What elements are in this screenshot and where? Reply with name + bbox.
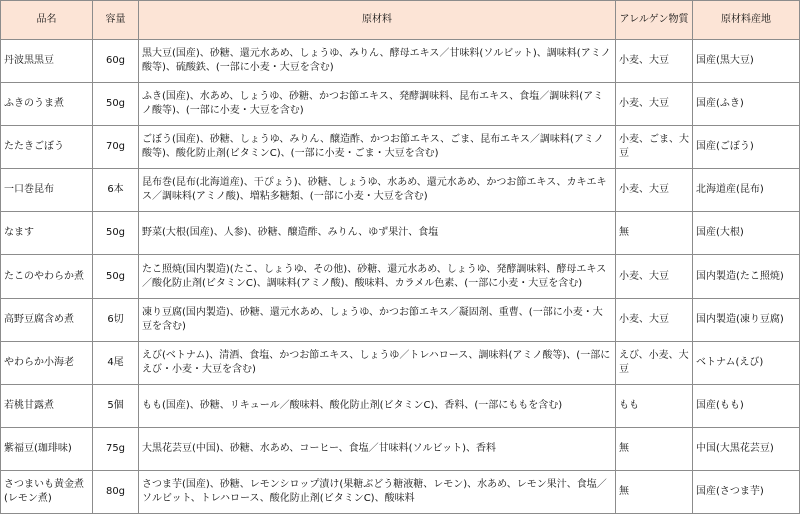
product-name: やわらか小海老: [1, 342, 93, 385]
header-name: 品名: [1, 1, 93, 40]
allergens: 小麦、大豆: [616, 83, 693, 126]
allergens: 小麦、ごま、大豆: [616, 126, 693, 169]
header-row: [1, 1, 800, 40]
origin: ベトナム(えび): [693, 342, 800, 385]
capacity: 70g: [93, 126, 139, 169]
table-row: [1, 126, 800, 169]
product-name: さつまいも黄金煮(レモン煮): [1, 471, 93, 514]
table-row: [1, 385, 800, 428]
table-row: [1, 40, 800, 83]
origin: 国産(黒大豆): [693, 40, 800, 83]
ingredients: 大黒花芸豆(中国)、砂糖、水あめ、コーヒー、食塩／甘味料(ソルビット)、香料: [139, 428, 616, 471]
origin: 国内製造(たこ照焼): [693, 255, 800, 299]
table-row: [1, 83, 800, 126]
capacity: 60g: [93, 40, 139, 83]
origin: 国産(ふき): [693, 83, 800, 126]
product-name: なます: [1, 212, 93, 255]
table-row: [1, 299, 800, 342]
origin: 国産(大根): [693, 212, 800, 255]
ingredients: えび(ベトナム)、清酒、食塩、かつお節エキス、しょうゆ／トレハロース、調味料(アミノ酸等)、(一部にえび・小麦・大豆を含む): [139, 342, 616, 385]
origin: 国産(ごぼう): [693, 126, 800, 169]
capacity: 75g: [93, 428, 139, 471]
table-row: [1, 342, 800, 385]
table-row: [1, 471, 800, 514]
allergens: 小麦、大豆: [616, 40, 693, 83]
ingredients: 昆布巻(昆布(北海道産)、干ぴょう)、砂糖、しょうゆ、水あめ、還元水あめ、かつお節エキス、カキエキス／調味料(アミノ酸)、増粘多糖類、(一部に小麦・大豆を含む): [139, 169, 616, 212]
capacity: 6切: [93, 299, 139, 342]
ingredients: さつま芋(国産)、砂糖、レモンシロップ漬け(果糖ぶどう糖液糖、レモン)、水あめ、レモン果汁、食塩／ソルビット、トレハロース、酸化防止剤(ビタミンC)、酸味料: [139, 471, 616, 514]
table-row: [1, 255, 800, 299]
origin: 国内製造(凍り豆腐): [693, 299, 800, 342]
allergens: もも: [616, 385, 693, 428]
product-name: 丹波黒黒豆: [1, 40, 93, 83]
product-name: 紫福豆(珈琲味): [1, 428, 93, 471]
capacity: 80g: [93, 471, 139, 514]
header-ingredients: 原材料: [139, 1, 616, 40]
allergens: 小麦、大豆: [616, 299, 693, 342]
ingredients: 黒大豆(国産)、砂糖、還元水あめ、しょうゆ、みりん、酵母エキス／甘味料(ソルビット)、調味料(アミノ酸等)、硫酸鉄、(一部に小麦・大豆を含む): [139, 40, 616, 83]
header-origin: 原材料産地: [693, 1, 800, 40]
capacity: 4尾: [93, 342, 139, 385]
product-name: ふきのうま煮: [1, 83, 93, 126]
capacity: 50g: [93, 212, 139, 255]
allergens: 無: [616, 471, 693, 514]
table-row: [1, 428, 800, 471]
header-allergens: アレルゲン物質: [616, 1, 693, 40]
header-capacity: 容量: [93, 1, 139, 40]
origin: 国産(もも): [693, 385, 800, 428]
ingredients: もも(国産)、砂糖、リキュール／酸味料、酸化防止剤(ビタミンC)、香料、(一部にももを含む): [139, 385, 616, 428]
product-name: たたきごぼう: [1, 126, 93, 169]
product-name: 若桃甘露煮: [1, 385, 93, 428]
allergens: 小麦、大豆: [616, 169, 693, 212]
allergens: えび、小麦、大豆: [616, 342, 693, 385]
product-name: 一口巻昆布: [1, 169, 93, 212]
product-name: 高野豆腐含め煮: [1, 299, 93, 342]
origin: 国産(さつま芋): [693, 471, 800, 514]
capacity: 6本: [93, 169, 139, 212]
ingredients: 野菜(大根(国産)、人参)、砂糖、醸造酢、みりん、ゆず果汁、食塩: [139, 212, 616, 255]
table-row: [1, 169, 800, 212]
allergens: 無: [616, 428, 693, 471]
ingredients: ごぼう(国産)、砂糖、しょうゆ、みりん、醸造酢、かつお節エキス、ごま、昆布エキス／調味料(アミノ酸等)、酸化防止剤(ビタミンC)、(一部に小麦・ごま・大豆を含む): [139, 126, 616, 169]
capacity: 50g: [93, 83, 139, 126]
ingredients: 凍り豆腐(国内製造)、砂糖、還元水あめ、しょうゆ、かつお節エキス／凝固剤、重曹、(一部に小麦・大豆を含む): [139, 299, 616, 342]
allergens: 無: [616, 212, 693, 255]
origin: 中国(大黒花芸豆): [693, 428, 800, 471]
origin: 北海道産(昆布): [693, 169, 800, 212]
table-row: [1, 212, 800, 255]
allergens: 小麦、大豆: [616, 255, 693, 299]
capacity: 5個: [93, 385, 139, 428]
ingredients: たこ照焼(国内製造)(たこ、しょうゆ、その他)、砂糖、還元水あめ、しょうゆ、発酵調味料、酵母エキス／酸化防止剤(ビタミンC)、調味料(アミノ酸)、酸味料、カラメル色素、(一部に小麦・大豆を含む): [139, 255, 616, 299]
product-name: たこのやわらか煮: [1, 255, 93, 299]
capacity: 50g: [93, 255, 139, 299]
ingredients: ふき(国産)、水あめ、しょうゆ、砂糖、かつお節エキス、発酵調味料、昆布エキス、食塩／調味料(アミノ酸等)、(一部に小麦・大豆を含む): [139, 83, 616, 126]
